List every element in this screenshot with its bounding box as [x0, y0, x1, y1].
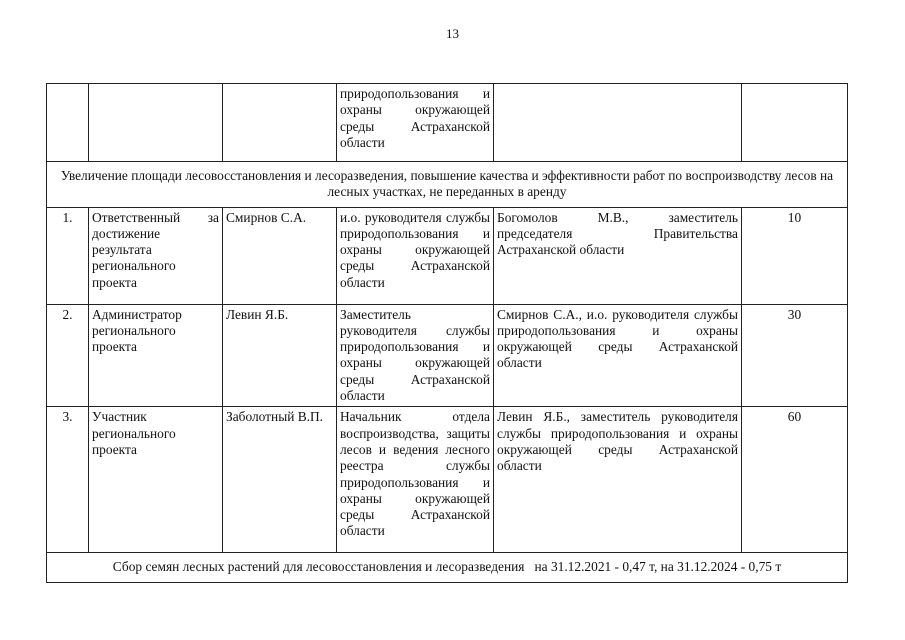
- row-share: 30: [742, 304, 848, 407]
- cell-num: [47, 84, 89, 162]
- project-participants-table: [46, 83, 848, 583]
- row-position: и.о. руководителя службы природопользования и охраны окружающей среды Астраханской области: [337, 207, 494, 304]
- page-number: 13: [446, 26, 459, 41]
- footer-text: Сбор семян лесных растений для лесовосстановления и лесоразведения на 31.12.2021 - 0,47 т, на 31.12.2024 - 0,75 т: [47, 553, 848, 582]
- row-supervisor: Левин Я.Б., заместитель руководителя службы природопользования и охраны окружающей среды Астраханской области: [494, 407, 742, 553]
- row-number: 2.: [47, 304, 89, 407]
- row-share: 60: [742, 407, 848, 553]
- section-title: Увеличение площади лесовосстановления и лесоразведения, повышение качества и эффективности работ по воспроизводству лесов на лесных участках, не переданных в аренду: [47, 162, 848, 208]
- cell-share: [742, 84, 848, 162]
- row-supervisor: Смирнов С.А., и.о. руководителя службы природопользования и охраны окружающей среды Астраханской области: [494, 304, 742, 407]
- section-header-row: [47, 162, 848, 208]
- footer-row: [47, 553, 848, 582]
- table-row: [47, 207, 848, 304]
- row-position: Заместитель руководителя службы природопользования и охраны окружающей среды Астраханской области: [337, 304, 494, 407]
- row-number: 1.: [47, 207, 89, 304]
- row-role: Администратор регионального проекта: [89, 304, 223, 407]
- table-row: [47, 407, 848, 553]
- row-supervisor: Богомолов М.В., заместитель председателя Правительства Астраханской области: [494, 207, 742, 304]
- row-name: Левин Я.Б.: [223, 304, 337, 407]
- continuation-row: [47, 84, 848, 162]
- table-row: [47, 304, 848, 407]
- row-role: Ответственный за достижение результата регионального проекта: [89, 207, 223, 304]
- cell-position: природопользования и охраны окружающей среды Астраханской области: [337, 84, 494, 162]
- row-share: 10: [742, 207, 848, 304]
- row-role: Участник регионального проекта: [89, 407, 223, 553]
- row-name: Смирнов С.А.: [223, 207, 337, 304]
- row-number: 3.: [47, 407, 89, 553]
- cell-name: [223, 84, 337, 162]
- cell-role: [89, 84, 223, 162]
- row-position: Начальник отдела воспроизводства, защиты лесов и ведения лесного реестра службы природопользования и охраны окружающей среды Астраханской области: [337, 407, 494, 553]
- cell-supervisor: [494, 84, 742, 162]
- row-name: Заболотный В.П.: [223, 407, 337, 553]
